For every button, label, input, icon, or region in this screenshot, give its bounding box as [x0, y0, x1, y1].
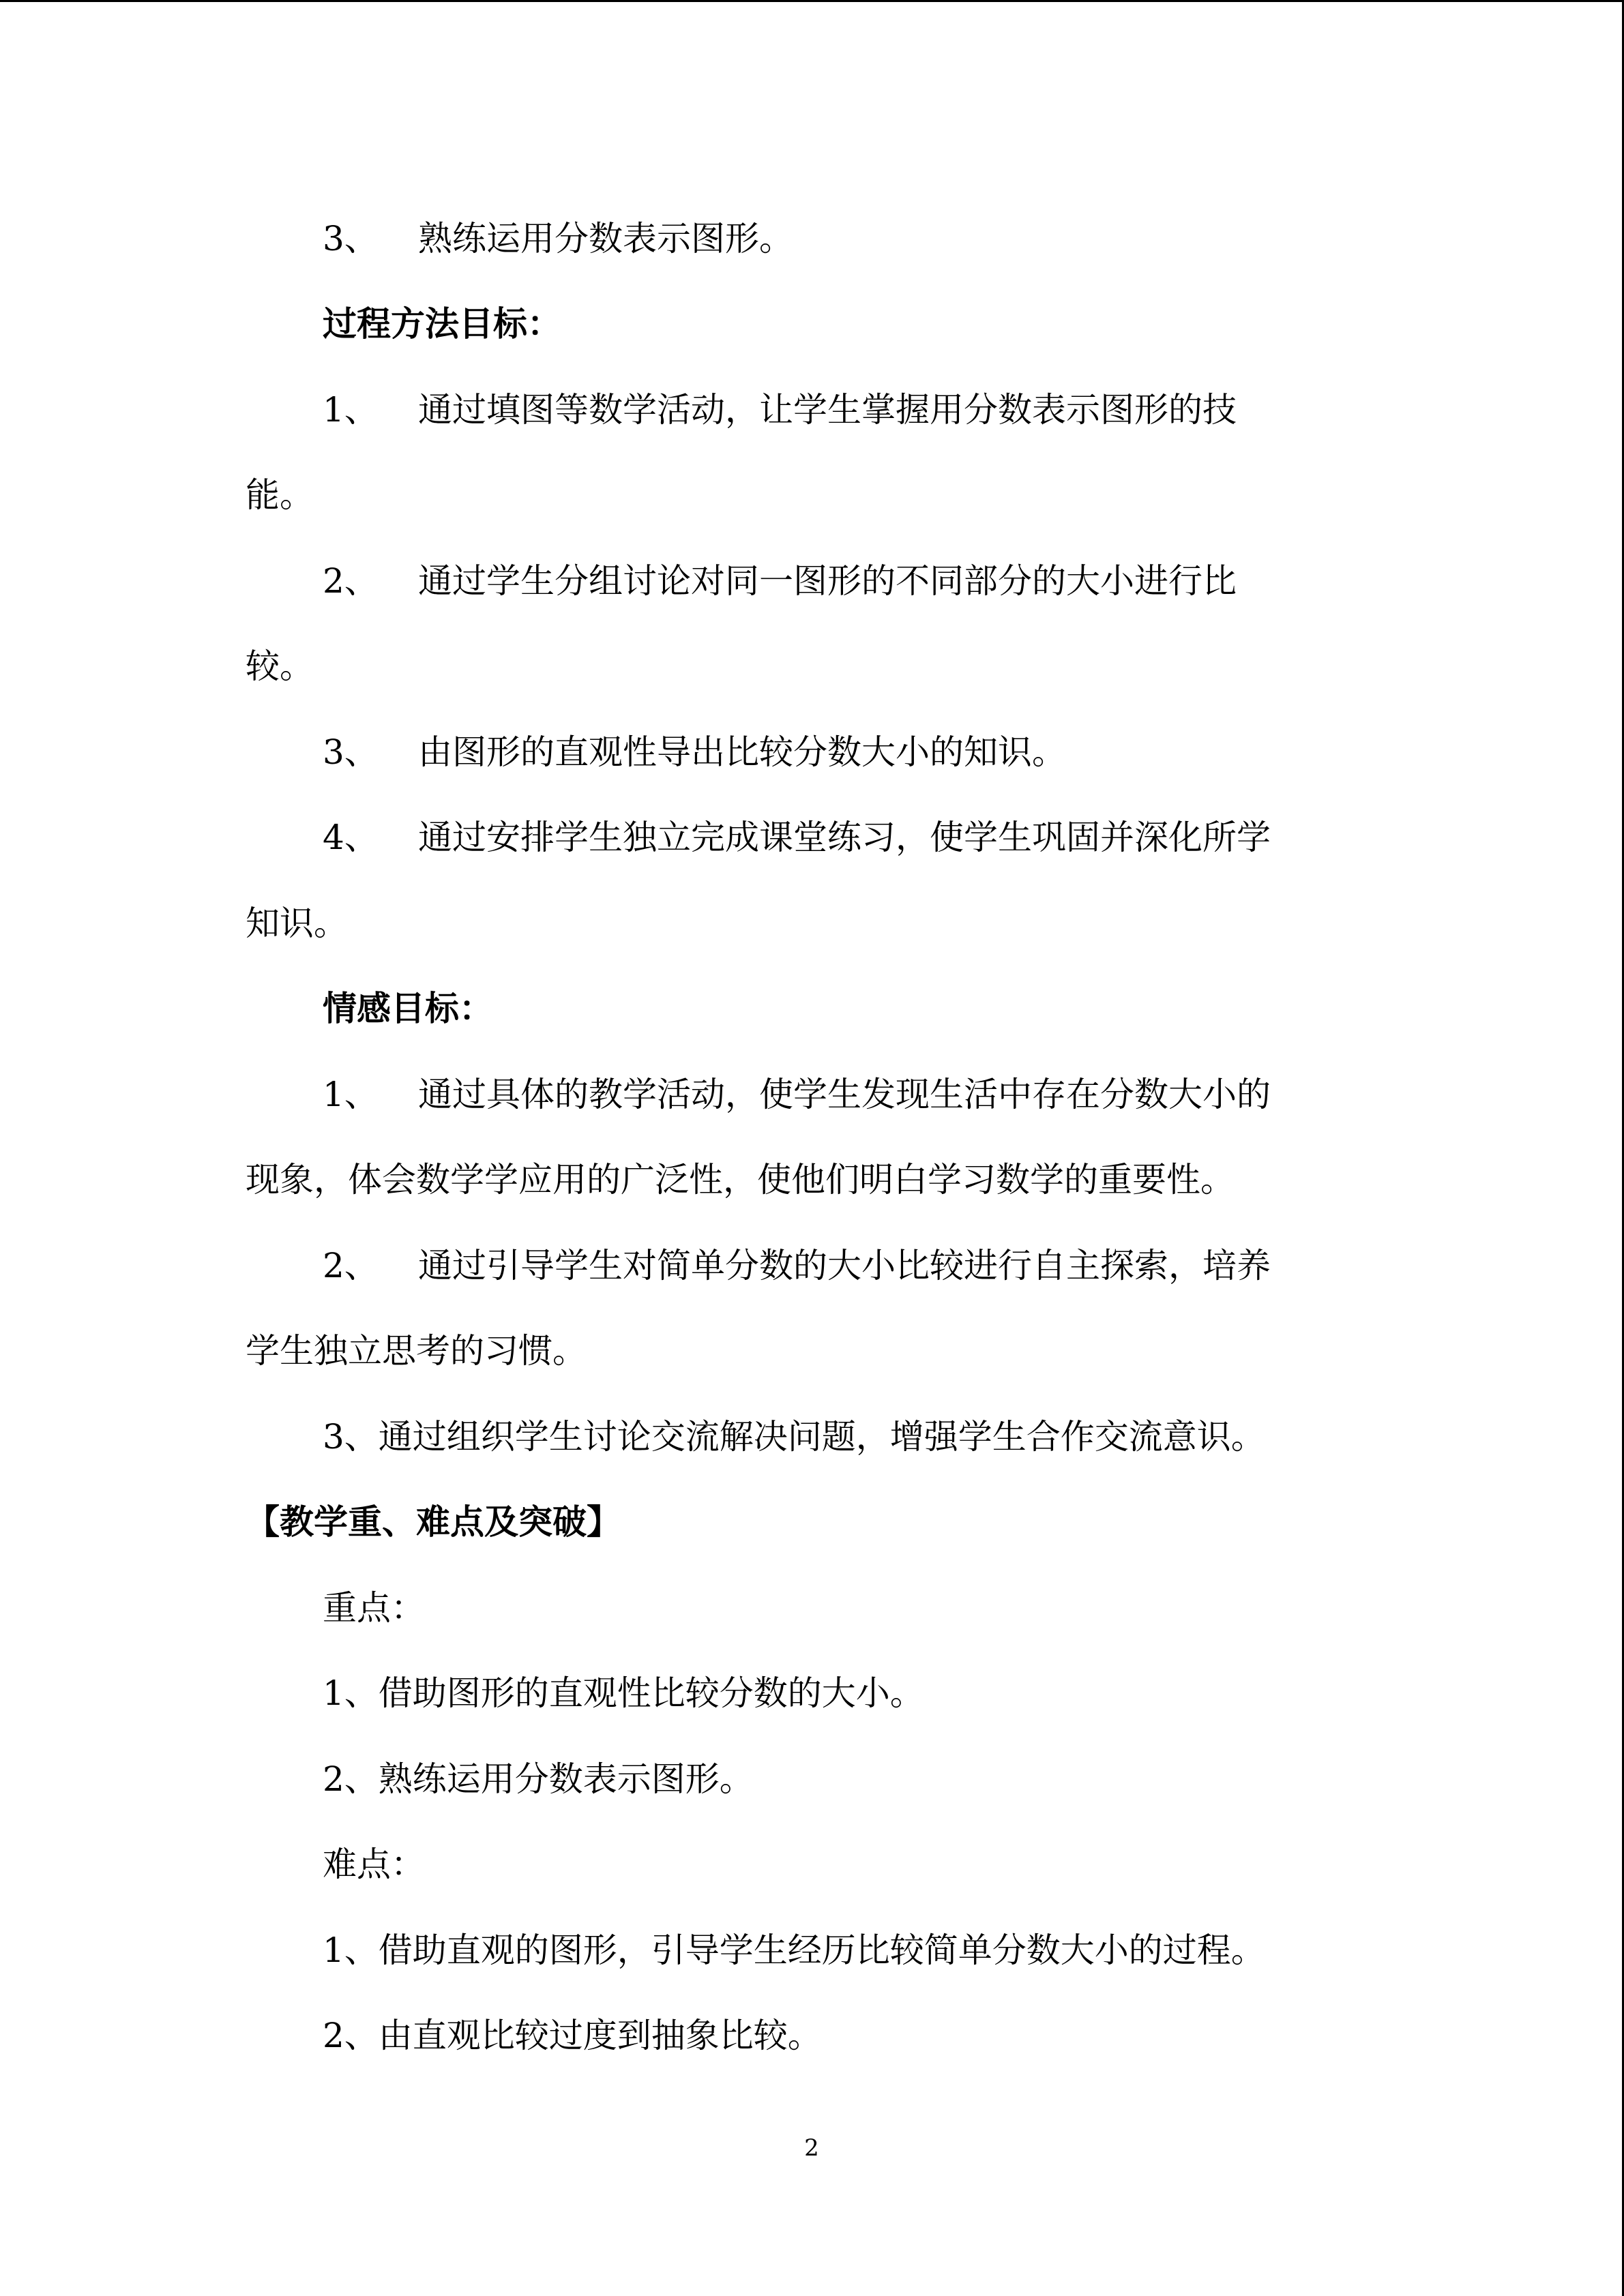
process-goal-item-3: [323, 732, 1066, 773]
item-text: 熟练运用分数表示图形。: [418, 219, 793, 258]
emotional-goal-item-3: 3、通过组织学生讨论交流解决问题，增强学生合作交流意识。: [323, 1417, 1265, 1457]
process-goal-item-4: [323, 817, 1271, 858]
item-number: 4、: [323, 818, 379, 857]
item-text: 通过安排学生独立完成课堂练习，使学生巩固并深化所学: [418, 818, 1271, 857]
item-text: 通过引导学生对简单分数的大小比较进行自主探索，培养: [418, 1246, 1271, 1285]
key-difficult-points-heading: 【教学重、难点及突破】: [246, 1502, 621, 1542]
item-number: 2、: [323, 1246, 379, 1285]
item-number: 2、: [323, 561, 379, 601]
emotional-goal-item-1: [323, 1074, 1271, 1115]
page-number: 2: [804, 2134, 819, 2162]
process-goal-item-1: [323, 389, 1237, 430]
process-method-goal-heading: 过程方法目标：: [323, 304, 561, 344]
item-number: 1、: [323, 1075, 379, 1114]
item-text: 通过具体的教学活动，使学生发现生活中存在分数大小的: [418, 1075, 1271, 1114]
process-goal-item-1-continued: 能。: [246, 475, 314, 515]
emotional-goal-item-2: [323, 1245, 1271, 1286]
process-goal-item-2-continued: 较。: [246, 646, 314, 686]
item-text: 通过学生分组讨论对同一图形的不同部分的大小进行比: [418, 561, 1237, 601]
emotional-goal-heading: 情感目标：: [323, 989, 493, 1028]
process-goal-item-4-continued: 知识。: [246, 904, 348, 943]
key-point-item-2: 2、熟练运用分数表示图形。: [323, 1759, 754, 1799]
difficult-point-item-2: 2、由直观比较过度到抽象比较。: [323, 2016, 822, 2055]
page-top-border: [0, 0, 1624, 2]
item-number: 1、: [323, 390, 379, 430]
item-number: 3、: [323, 732, 379, 772]
knowledge-goal-item-3: [323, 218, 793, 259]
emotional-goal-item-1-continued: 现象，体会数学学应用的广泛性，使他们明白学习数学的重要性。: [246, 1160, 1235, 1199]
item-text: 通过填图等数学活动，让学生掌握用分数表示图形的技: [418, 390, 1237, 430]
item-number: 3、: [323, 219, 379, 258]
process-goal-item-2: [323, 561, 1237, 601]
key-points-label: 重点：: [323, 1588, 425, 1628]
item-text: 由图形的直观性导出比较分数大小的知识。: [418, 732, 1066, 772]
emotional-goal-item-2-continued: 学生独立思考的习惯。: [246, 1331, 587, 1371]
difficult-point-item-1: 1、借助直观的图形，引导学生经历比较简单分数大小的过程。: [323, 1930, 1265, 1970]
difficult-points-label: 难点：: [323, 1845, 425, 1884]
key-point-item-1: 1、借助图形的直观性比较分数的大小。: [323, 1673, 924, 1713]
